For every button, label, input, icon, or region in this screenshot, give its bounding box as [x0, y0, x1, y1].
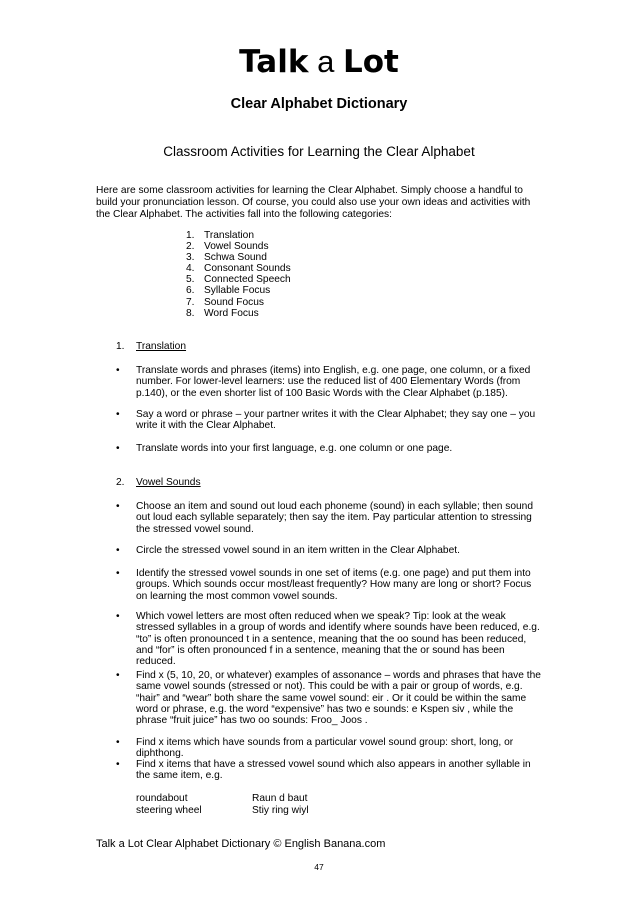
- category-item: 8. Word Focus: [186, 307, 259, 319]
- category-item: 3. Schwa Sound: [186, 252, 267, 264]
- intro-paragraph: Here are some classroom activities for learning the Clear Alphabet. Simply choose a handful to build your pronunciation lesson. Of course, you could also use your own ideas and activities with the Clear Alphabet. The activities fall into the following categories:: [96, 185, 531, 220]
- title-lot: Lot: [342, 44, 399, 80]
- section-2-heading: 2. Vowel Sounds: [116, 477, 201, 488]
- bullet-item: • Circle the stressed vowel sound in an item written in the Clear Alphabet.: [116, 545, 460, 556]
- section-heading: Classroom Activities for Learning the Clear Alphabet: [163, 144, 475, 159]
- bullet-item: • Choose an item and sound out loud each phoneme (sound) in each syllable; then sound out loud each syllable separately; then say the item. Pay particular attention to stressing the stressed vowel sound.: [116, 501, 534, 535]
- bullet-item: • Find x (5, 10, 20, or whatever) examples of assonance – words and phrases that have the same vowel sounds (stressed or not). This could be with a pair or group of words, e.g. “hair” and “wear” both share the same vowel sound: eir . Or it could be within the same word or phrase, e.g. the word “expensive” has two e sounds: e Kspen siv , while the phrase “fruit juice” has two oo sounds: Froo_ Joos .: [116, 670, 541, 727]
- bullet-icon: •: [116, 501, 120, 512]
- category-item: 7. Sound Focus: [186, 296, 265, 308]
- category-item: 4. Consonant Sounds: [186, 263, 291, 275]
- bullet-item: • Translate words and phrases (items) into English, e.g. one page, one column, or a fixed number. For lower-level learners: use the reduced list of 400 Elementary Words (from p.140), or the even shorter list of 100 Basic Words with the Clear Alphabet (p.185).: [116, 365, 531, 399]
- bullet-item: • Which vowel letters are most often reduced when we speak? Tip: look at the weak stressed syllables in a group of words and identify where sounds have been reduced, e.g. “to” is often pronounced t in a sentence, meaning that the oo sound has been reduced, and “for” is often pronounced f in a sentence, meaning that the or sound has been reduced.: [116, 611, 540, 668]
- example-row: roundabout Raun d baut: [136, 793, 308, 804]
- document-title: [0, 44, 638, 80]
- bullet-item: • Translate words into your first language, e.g. one column or one page.: [116, 443, 453, 454]
- example-row: steering wheel Stiy ring wiyl: [136, 805, 309, 816]
- category-item: 1. Translation: [186, 230, 255, 241]
- category-list: [186, 230, 291, 319]
- bullet-icon: •: [116, 409, 120, 420]
- bullet-item: • Find x items that have a stressed vowel sound which also appears in another syllable in the same item, e.g.: [116, 759, 531, 782]
- bullet-icon: •: [116, 759, 120, 770]
- bullet-icon: •: [116, 611, 120, 622]
- bullet-item: • Say a word or phrase – your partner writes it with the Clear Alphabet; they say one – you write it with the Clear Alphabet.: [116, 409, 536, 432]
- bullet-icon: •: [116, 443, 120, 454]
- category-item: 2. Vowel Sounds: [186, 241, 269, 253]
- bullet-icon: •: [116, 545, 120, 556]
- title-a: a: [317, 44, 335, 79]
- bullet-icon: •: [116, 365, 120, 376]
- category-item: 5. Connected Speech: [186, 274, 291, 286]
- bullet-icon: •: [116, 737, 120, 748]
- category-item: 6. Syllable Focus: [186, 285, 271, 297]
- bullet-item: • Find x items which have sounds from a particular vowel sound group: short, long, or diphthong.: [116, 737, 514, 760]
- section-1-heading: 1. Translation: [116, 341, 187, 352]
- bullet-icon: •: [116, 568, 120, 579]
- page-footer: Talk a Lot Clear Alphabet Dictionary © English Banana.com: [96, 838, 386, 850]
- page-number: 47: [314, 862, 324, 872]
- document-subtitle: Clear Alphabet Dictionary: [230, 96, 408, 112]
- bullet-item: • Identify the stressed vowel sounds in one set of items (e.g. one page) and put them into groups. Which sounds occur most/least frequently? How many are long or short? Focus on learning the most common vowel sounds.: [116, 568, 532, 602]
- title-talk: Talk: [239, 44, 309, 80]
- bullet-icon: •: [116, 670, 120, 681]
